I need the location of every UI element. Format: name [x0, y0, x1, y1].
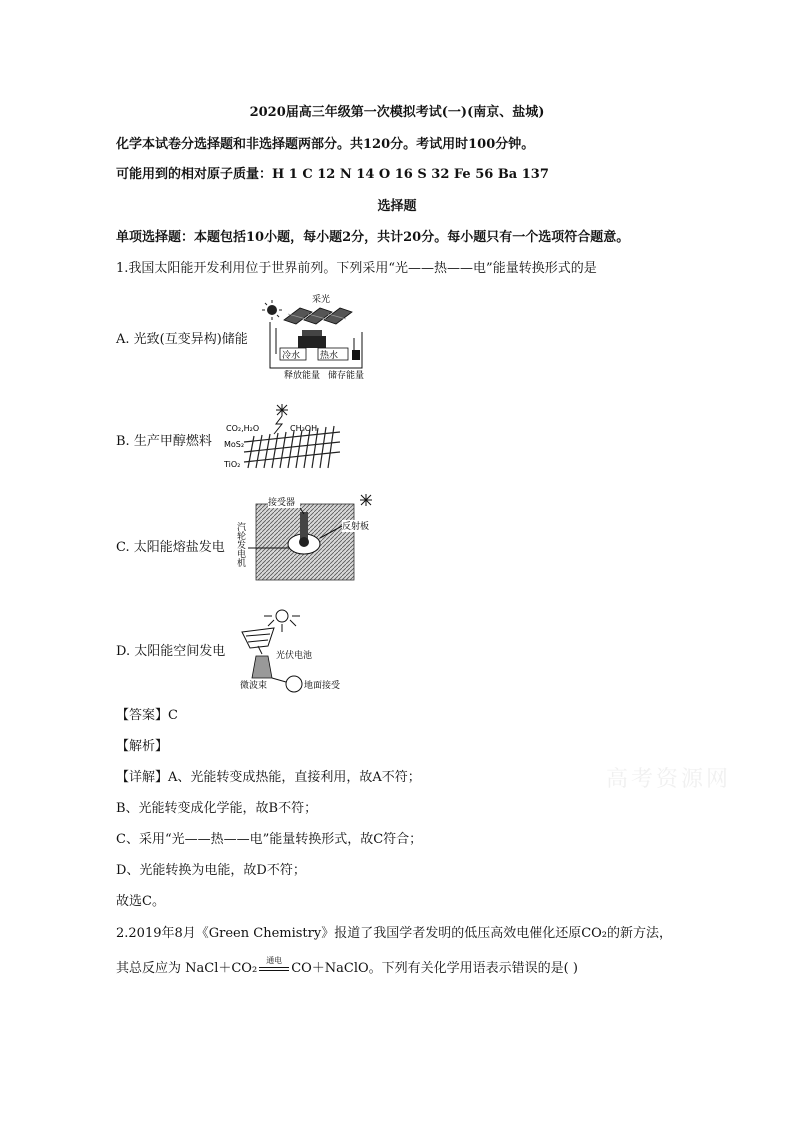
fig-a-label-cold: 冷水 — [282, 351, 301, 361]
fig-c-label-reflector: 反射板 — [342, 522, 370, 532]
analysis-line-5: 故选C。 — [116, 894, 165, 909]
question-1-stem: 1.我国太阳能开发利用位于世界前列。下列采用“光——热——电”能量转换形式的是 — [116, 261, 597, 276]
analysis-title: 【解析】 — [116, 739, 169, 754]
option-b-label: B. 生产甲醇燃料 — [116, 434, 212, 449]
option-a-label: A. 光致(互变异构)储能 — [116, 332, 248, 347]
storage-unit-icon — [298, 330, 326, 348]
section-title: 选择题 — [377, 199, 417, 214]
section-instructions: 单项选择题：本题包括10小题，每小题2分，共计20分。每小题只有一个选项符合题意。 — [116, 230, 630, 245]
option-c-label: C. 太阳能熔盐发电 — [116, 540, 225, 555]
exam-intro: 化学本试卷分选择题和非选择题两部分。共120分。考试用时100分钟。 — [116, 137, 535, 152]
fig-a-label-collect: 采光 — [312, 295, 331, 305]
atomic-masses: 可能用到的相对原子质量：H 1 C 12 N 14 O 16 S 32 Fe 56 Ba 137 — [116, 167, 549, 182]
fig-b-label-mos2: MoS₂ — [224, 440, 245, 449]
ground-station-icon — [286, 676, 302, 692]
option-b-figure — [224, 402, 340, 474]
analysis-line-4: D、光能转换为电能，故D不符； — [116, 863, 306, 878]
option-c-figure — [234, 492, 378, 582]
fig-a-label-store: 储存能量 — [328, 371, 365, 380]
q2-equation-left: 其总反应为 NaCl＋CO₂ — [116, 961, 258, 976]
q2-reaction-arrow — [257, 956, 291, 978]
sun-icon — [262, 300, 282, 320]
analysis-line-3: C、采用“光——热——电”能量转换形式，故C符合； — [116, 832, 423, 847]
fig-b-label-tio2: TiO₂ — [224, 460, 241, 469]
q2-equation-right: CO＋NaClO。下列有关化学用语表示错误的是( ) — [291, 961, 578, 976]
fig-b-label-reactants: CO₂,H₂O — [226, 424, 260, 433]
fig-c-label-receiver: 接受器 — [268, 498, 296, 508]
solar-panels-icon — [284, 308, 352, 324]
analysis-line-2: B、光能转变成化学能，故B不符； — [116, 801, 318, 816]
question-2-line-2 — [116, 956, 578, 978]
option-d-label: D. 太阳能空间发电 — [116, 644, 226, 659]
sun-icon — [360, 494, 372, 506]
option-d-figure — [238, 606, 348, 694]
question-2-line-1: 2.2019年8月《Green Chemistry》报道了我国学者发明的低压高效电催化还原CO₂的新方法， — [116, 926, 673, 941]
microwave-beam — [252, 656, 272, 678]
fig-a-label-release: 释放能量 — [284, 371, 321, 380]
fig-a-label-hot: 热水 — [320, 351, 339, 361]
option-a-figure — [262, 292, 378, 380]
page-title: 2020届高三年级第一次模拟考试(一)(南京、盐城) — [249, 105, 545, 120]
sun-icon — [276, 404, 288, 416]
answer: 【答案】C — [116, 708, 178, 723]
fig-b-label-product: CH₃OH — [290, 424, 318, 433]
solar-satellite-icon — [242, 628, 274, 654]
watermark: 高考资源网 — [606, 767, 732, 792]
fig-c-label-generator: 汽轮发电机 — [235, 522, 245, 567]
fig-d-label-beam: 微波束 — [240, 681, 268, 691]
q2-condition: 通电 — [266, 956, 283, 965]
fig-d-label-ground: 地面接受 — [304, 681, 341, 691]
light-bolt — [274, 416, 282, 434]
fig-d-label-pv: 光伏电池 — [276, 651, 313, 661]
analysis-line-1: 【详解】A、光能转变成热能，直接利用，故A不符； — [116, 770, 421, 785]
